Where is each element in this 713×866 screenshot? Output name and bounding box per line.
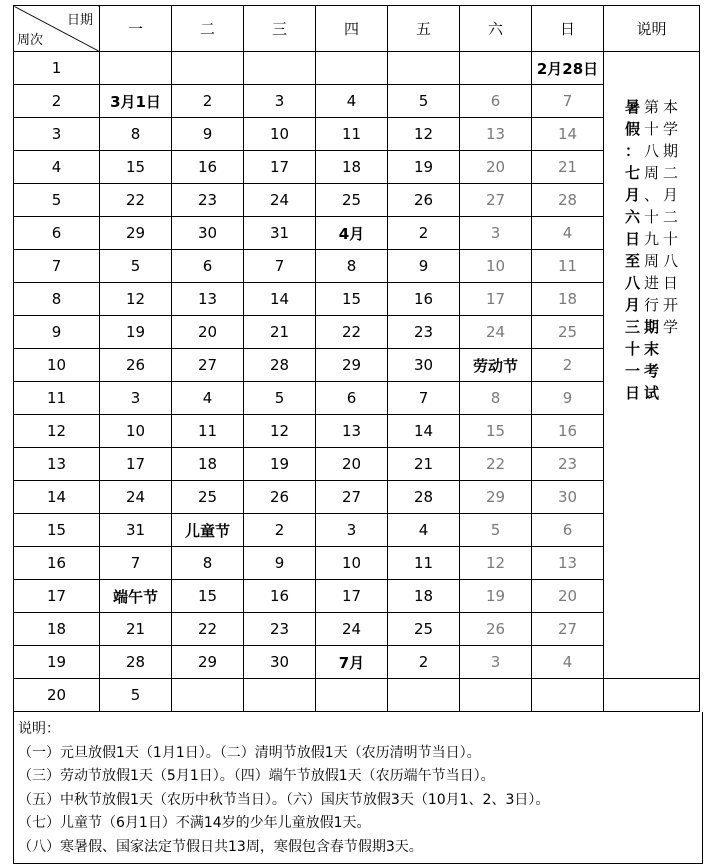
day-cell: 15 bbox=[460, 415, 532, 448]
week-row bbox=[14, 283, 700, 316]
day-cell bbox=[100, 52, 172, 85]
day-cell: 27 bbox=[460, 184, 532, 217]
note-blank-cell bbox=[604, 679, 700, 712]
week-number: 8 bbox=[14, 283, 100, 316]
footer-notes bbox=[13, 712, 703, 864]
day-cell: 31 bbox=[100, 514, 172, 547]
day-cell: 9 bbox=[532, 382, 604, 415]
day-cell: 8 bbox=[100, 118, 172, 151]
side-note bbox=[604, 52, 700, 679]
calendar-body bbox=[14, 52, 700, 712]
day-cell: 29 bbox=[172, 646, 244, 679]
day-cell: 29 bbox=[460, 481, 532, 514]
day-cell: 9 bbox=[172, 118, 244, 151]
day-cell: 20 bbox=[532, 580, 604, 613]
day-cell bbox=[316, 52, 388, 85]
day-cell: 22 bbox=[316, 316, 388, 349]
week-number: 13 bbox=[14, 448, 100, 481]
day-cell: 12 bbox=[244, 415, 316, 448]
day-cell: 7 bbox=[244, 250, 316, 283]
day-cell: 11 bbox=[316, 118, 388, 151]
day-cell: 24 bbox=[244, 184, 316, 217]
day-cell: 3 bbox=[100, 382, 172, 415]
day-cell: 4 bbox=[532, 646, 604, 679]
week-number: 11 bbox=[14, 382, 100, 415]
day-cell: 13 bbox=[532, 547, 604, 580]
day-cell: 30 bbox=[388, 349, 460, 382]
day-header-sun: 日 bbox=[532, 6, 604, 52]
day-cell: 21 bbox=[100, 613, 172, 646]
day-cell: 9 bbox=[388, 250, 460, 283]
day-cell: 5 bbox=[388, 85, 460, 118]
day-cell: 22 bbox=[460, 448, 532, 481]
week-number: 9 bbox=[14, 316, 100, 349]
day-header-mon: 一 bbox=[100, 6, 172, 52]
week-row bbox=[14, 316, 700, 349]
day-cell: 26 bbox=[244, 481, 316, 514]
note-header: 说明 bbox=[604, 6, 700, 52]
week-row bbox=[14, 217, 700, 250]
day-cell: 22 bbox=[100, 184, 172, 217]
day-cell: 7 bbox=[532, 85, 604, 118]
day-cell: 5 bbox=[100, 679, 172, 712]
day-cell: 29 bbox=[100, 217, 172, 250]
day-cell: 4 bbox=[172, 382, 244, 415]
corner-date-label: 日期 bbox=[66, 13, 93, 28]
day-cell: 28 bbox=[532, 184, 604, 217]
week-row bbox=[14, 85, 700, 118]
day-cell: 3 bbox=[316, 514, 388, 547]
day-header-fri: 五 bbox=[388, 6, 460, 52]
day-cell bbox=[244, 52, 316, 85]
day-cell: 12 bbox=[460, 547, 532, 580]
week-row bbox=[14, 580, 700, 613]
day-cell: 19 bbox=[460, 580, 532, 613]
day-cell: 13 bbox=[316, 415, 388, 448]
day-cell: 21 bbox=[244, 316, 316, 349]
day-cell: 27 bbox=[172, 349, 244, 382]
week-row bbox=[14, 547, 700, 580]
day-cell: 24 bbox=[460, 316, 532, 349]
week-number: 17 bbox=[14, 580, 100, 613]
day-cell: 30 bbox=[532, 481, 604, 514]
day-cell: 16 bbox=[532, 415, 604, 448]
week-row bbox=[14, 646, 700, 679]
day-cell: 12 bbox=[388, 118, 460, 151]
day-header-sat: 六 bbox=[460, 6, 532, 52]
day-cell: 23 bbox=[244, 613, 316, 646]
day-cell: 16 bbox=[172, 151, 244, 184]
day-cell: 14 bbox=[388, 415, 460, 448]
day-cell: 18 bbox=[316, 151, 388, 184]
day-cell: 4 bbox=[388, 514, 460, 547]
day-cell: 24 bbox=[100, 481, 172, 514]
week-row bbox=[14, 481, 700, 514]
day-cell: 4 bbox=[532, 217, 604, 250]
day-cell: 6 bbox=[460, 85, 532, 118]
day-cell: 29 bbox=[316, 349, 388, 382]
week-row bbox=[14, 250, 700, 283]
day-cell bbox=[388, 679, 460, 712]
day-cell: 15 bbox=[100, 151, 172, 184]
day-cell: 10 bbox=[244, 118, 316, 151]
day-cell: 17 bbox=[244, 151, 316, 184]
day-cell: 4月 bbox=[316, 217, 388, 250]
day-cell: 3 bbox=[244, 85, 316, 118]
footer-line: （八）寒暑假、国家法定节假日共13周，寒假包含春节假期3天。 bbox=[18, 838, 423, 855]
day-cell: 26 bbox=[388, 184, 460, 217]
day-cell: 14 bbox=[532, 118, 604, 151]
week-number: 20 bbox=[14, 679, 100, 712]
day-header-wed: 三 bbox=[244, 6, 316, 52]
day-cell: 25 bbox=[316, 184, 388, 217]
day-cell: 24 bbox=[316, 613, 388, 646]
day-cell: 27 bbox=[532, 613, 604, 646]
day-cell: 20 bbox=[460, 151, 532, 184]
day-cell: 9 bbox=[244, 547, 316, 580]
day-cell: 12 bbox=[100, 283, 172, 316]
day-cell: 4 bbox=[316, 85, 388, 118]
day-cell: 23 bbox=[532, 448, 604, 481]
day-cell: 19 bbox=[100, 316, 172, 349]
day-cell bbox=[388, 52, 460, 85]
day-cell: 19 bbox=[388, 151, 460, 184]
day-header-tue: 二 bbox=[172, 6, 244, 52]
day-cell: 2 bbox=[172, 85, 244, 118]
day-cell: 端午节 bbox=[100, 580, 172, 613]
day-cell: 30 bbox=[172, 217, 244, 250]
day-cell bbox=[316, 679, 388, 712]
day-cell: 11 bbox=[388, 547, 460, 580]
day-cell: 8 bbox=[316, 250, 388, 283]
day-cell: 17 bbox=[100, 448, 172, 481]
day-cell: 7月 bbox=[316, 646, 388, 679]
day-cell: 劳动节 bbox=[460, 349, 532, 382]
day-cell bbox=[460, 52, 532, 85]
day-cell: 21 bbox=[388, 448, 460, 481]
day-cell: 28 bbox=[388, 481, 460, 514]
day-cell: 15 bbox=[172, 580, 244, 613]
day-cell: 11 bbox=[172, 415, 244, 448]
week-row bbox=[14, 184, 700, 217]
day-cell: 13 bbox=[172, 283, 244, 316]
day-cell: 8 bbox=[460, 382, 532, 415]
day-cell: 6 bbox=[316, 382, 388, 415]
footer-line: （五）中秋节放假1天（农历中秋节当日）。（六）国庆节放假3天（10月1、2、3日）。 bbox=[18, 791, 550, 808]
day-cell: 5 bbox=[244, 382, 316, 415]
day-cell: 7 bbox=[388, 382, 460, 415]
day-cell: 21 bbox=[532, 151, 604, 184]
day-cell: 25 bbox=[388, 613, 460, 646]
day-cell: 22 bbox=[172, 613, 244, 646]
week-number: 4 bbox=[14, 151, 100, 184]
day-cell: 2 bbox=[532, 349, 604, 382]
day-cell: 13 bbox=[460, 118, 532, 151]
week-row bbox=[14, 448, 700, 481]
day-cell: 5 bbox=[460, 514, 532, 547]
day-cell: 5 bbox=[100, 250, 172, 283]
day-cell: 儿童节 bbox=[172, 514, 244, 547]
day-cell: 6 bbox=[532, 514, 604, 547]
day-cell: 23 bbox=[388, 316, 460, 349]
week-row bbox=[14, 613, 700, 646]
week-number: 15 bbox=[14, 514, 100, 547]
calendar-table bbox=[13, 5, 700, 712]
day-cell bbox=[532, 679, 604, 712]
day-cell: 11 bbox=[532, 250, 604, 283]
week-number: 2 bbox=[14, 85, 100, 118]
week-number: 18 bbox=[14, 613, 100, 646]
day-cell: 3月1日 bbox=[100, 85, 172, 118]
week-number: 5 bbox=[14, 184, 100, 217]
day-cell: 8 bbox=[172, 547, 244, 580]
day-cell: 10 bbox=[460, 250, 532, 283]
week-number: 1 bbox=[14, 52, 100, 85]
day-cell: 18 bbox=[172, 448, 244, 481]
footer-title: 说明： bbox=[18, 721, 60, 737]
week-row bbox=[14, 382, 700, 415]
day-cell bbox=[172, 679, 244, 712]
day-header-thu: 四 bbox=[316, 6, 388, 52]
day-cell: 25 bbox=[172, 481, 244, 514]
day-cell: 15 bbox=[316, 283, 388, 316]
day-cell bbox=[244, 679, 316, 712]
day-cell: 23 bbox=[172, 184, 244, 217]
week-row bbox=[14, 151, 700, 184]
day-cell: 6 bbox=[172, 250, 244, 283]
day-cell: 18 bbox=[532, 283, 604, 316]
day-cell: 16 bbox=[388, 283, 460, 316]
day-cell: 28 bbox=[244, 349, 316, 382]
header-row bbox=[14, 6, 700, 52]
day-cell: 19 bbox=[244, 448, 316, 481]
day-cell: 10 bbox=[100, 415, 172, 448]
school-calendar bbox=[13, 5, 699, 861]
day-cell: 2 bbox=[388, 646, 460, 679]
day-cell: 30 bbox=[244, 646, 316, 679]
day-cell: 26 bbox=[460, 613, 532, 646]
week-number: 7 bbox=[14, 250, 100, 283]
week-row bbox=[14, 415, 700, 448]
week-number: 3 bbox=[14, 118, 100, 151]
day-cell: 20 bbox=[172, 316, 244, 349]
week-row bbox=[14, 349, 700, 382]
week-row bbox=[14, 118, 700, 151]
week-row bbox=[14, 52, 700, 85]
day-cell: 16 bbox=[244, 580, 316, 613]
day-cell: 20 bbox=[316, 448, 388, 481]
week-number: 6 bbox=[14, 217, 100, 250]
day-cell: 27 bbox=[316, 481, 388, 514]
side-note-col2: 第 十 八 周 、 十 九 周 进 行 期 末 考 试 bbox=[643, 98, 659, 402]
day-cell: 2 bbox=[244, 514, 316, 547]
side-note-col1: 本 学 期 二 月 二 十 八 日 开 学 bbox=[663, 98, 679, 336]
day-cell bbox=[172, 52, 244, 85]
day-cell: 25 bbox=[532, 316, 604, 349]
week-number: 16 bbox=[14, 547, 100, 580]
corner-cell bbox=[14, 6, 100, 52]
day-cell: 2 bbox=[388, 217, 460, 250]
day-cell: 26 bbox=[100, 349, 172, 382]
side-note-col3: 暑 假 ： 七 月 六 日 至 八 月 三 十 一 日 bbox=[624, 98, 640, 402]
footer-line: （七）儿童节（6月1日）不满14岁的少年儿童放假1天。 bbox=[18, 815, 371, 831]
day-cell: 2月28日 bbox=[532, 52, 604, 85]
week-number: 14 bbox=[14, 481, 100, 514]
day-cell: 14 bbox=[244, 283, 316, 316]
week-number: 10 bbox=[14, 349, 100, 382]
day-cell: 7 bbox=[100, 547, 172, 580]
day-cell: 17 bbox=[460, 283, 532, 316]
day-cell bbox=[460, 679, 532, 712]
day-cell: 28 bbox=[100, 646, 172, 679]
day-cell: 10 bbox=[316, 547, 388, 580]
day-cell: 17 bbox=[316, 580, 388, 613]
footer-line: （一）元旦放假1天（1月1日）。（二）清明节放假1天（农历清明节当日）。 bbox=[18, 744, 481, 761]
day-cell: 18 bbox=[388, 580, 460, 613]
footer-line: （三）劳动节放假1天（5月1日）。（四）端午节放假1天（农历端午节当日）。 bbox=[18, 768, 495, 784]
day-cell: 3 bbox=[460, 217, 532, 250]
week-row bbox=[14, 514, 700, 547]
week-row bbox=[14, 679, 700, 712]
corner-week-label: 周次 bbox=[17, 33, 44, 48]
day-cell: 31 bbox=[244, 217, 316, 250]
week-number: 19 bbox=[14, 646, 100, 679]
day-cell: 3 bbox=[460, 646, 532, 679]
week-number: 12 bbox=[14, 415, 100, 448]
